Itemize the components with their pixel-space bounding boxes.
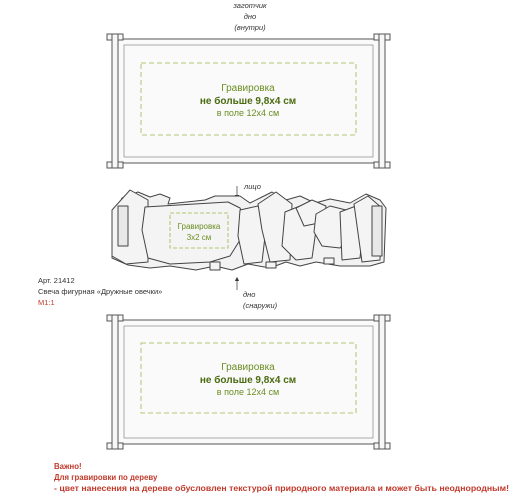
important-note: Важно! xyxy=(54,462,82,471)
top-view-label-3: (внутри) xyxy=(234,23,266,32)
side-engrave-size: 3х2 см xyxy=(186,233,212,242)
bottom-engrave-title: Гравировка xyxy=(221,362,275,373)
top-view-label-2: дно xyxy=(243,12,257,21)
top-engrave-title: Гравировка xyxy=(221,83,275,94)
side-engrave-title: Гравировка xyxy=(177,222,221,231)
note-line-2: - цвет нанесения на дереве обусловлен текстурой природного материала и может быть неоднородным! xyxy=(54,484,510,493)
side-view-front-label: лицо xyxy=(244,182,261,191)
side-view-bottom-label: дно xyxy=(243,290,256,299)
top-engrave-field-label: в поле 12х4 см xyxy=(216,108,280,118)
note-line-1: Для гравировки по дереву xyxy=(54,473,158,482)
side-view-candle xyxy=(112,190,386,270)
top-view-label-1: заготчик xyxy=(233,1,267,10)
product-name: Свеча фигурная «Дружные овечки» xyxy=(38,287,163,296)
top-engrave-size: не больше 9,8х4 см xyxy=(199,96,297,107)
side-view-bottom-sub: (снаружи) xyxy=(243,301,278,310)
bottom-engrave-field-label: в поле 12х4 см xyxy=(216,387,280,397)
bottom-engrave-size: не больше 9,8х4 см xyxy=(199,375,297,386)
article-number: Арт. 21412 xyxy=(38,276,75,285)
scale-label: М1:1 xyxy=(38,298,55,307)
